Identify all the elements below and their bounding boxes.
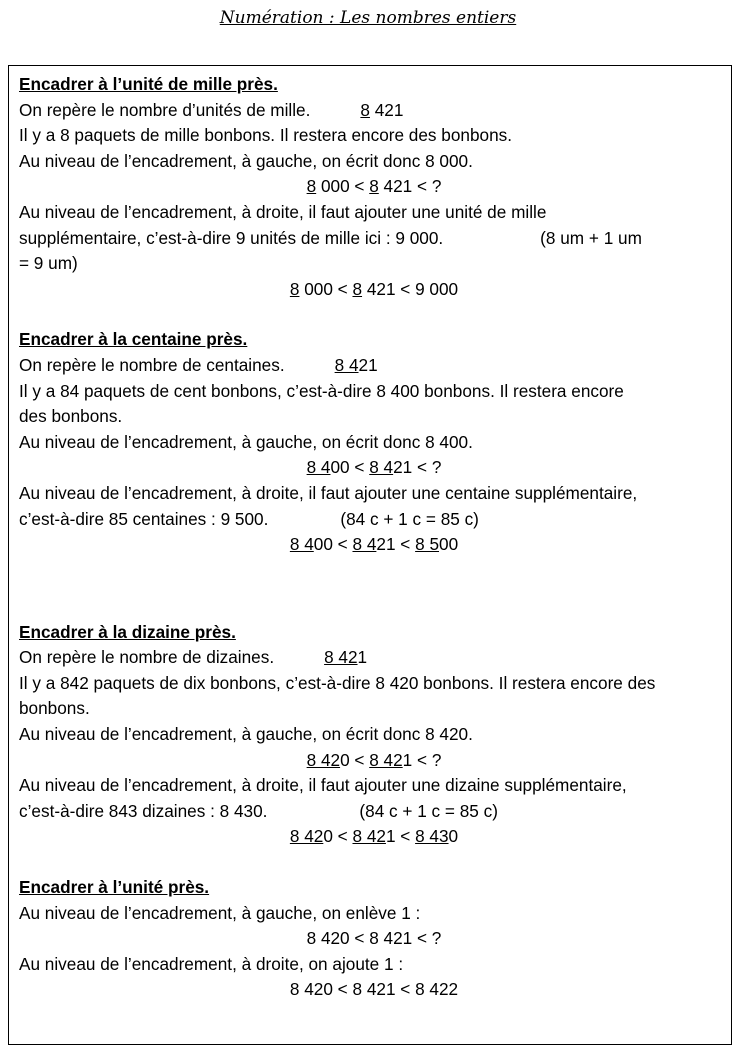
mille-line5: supplémentaire, c’est-à-dire 9 unités de mille ici : 9 000. (8 um + 1 um	[19, 227, 642, 248]
centaine-line3: des bonbons.	[19, 406, 123, 427]
dizaine-number-underlined: 8 42	[324, 647, 358, 668]
centaine-line1: On repère le nombre de centaines. 8 421	[19, 354, 378, 375]
section-heading-unite: Encadrer à l’unité près.	[19, 877, 210, 898]
content	[19, 72, 729, 1003]
dizaine-inequality-2: 8 420 < 8 421 < 8 430	[289, 826, 459, 847]
dizaine-line4: Au niveau de l’encadrement, à gauche, on écrit donc 8 420.	[19, 724, 473, 745]
mille-line2: Il y a 8 paquets de mille bonbons. Il restera encore des bonbons.	[19, 125, 513, 146]
dizaine-line2: Il y a 842 paquets de dix bonbons, c’est-à-dire 8 420 bonbons. Il restera encore des	[19, 672, 656, 693]
section-heading-dizaine: Encadrer à la dizaine près.	[19, 621, 236, 642]
centaine-line4: Au niveau de l’encadrement, à gauche, on écrit donc 8 400.	[19, 431, 473, 452]
centaine-line2: Il y a 84 paquets de cent bonbons, c’est-à-dire 8 400 bonbons. Il restera encore	[19, 380, 624, 401]
centaine-line6: c’est-à-dire 85 centaines : 9 500. (84 c + 1 c = 85 c)	[19, 508, 479, 529]
mille-inequality-1: 8 000 < 8 421 < ?	[306, 176, 442, 197]
dizaine-inequality-1: 8 420 < 8 421 < ?	[306, 749, 442, 770]
mille-line6: = 9 um)	[19, 253, 78, 274]
mille-inequality-2: 8 000 < 8 421 < 9 000	[289, 278, 459, 299]
mille-line4: Au niveau de l’encadrement, à droite, il faut ajouter une unité de mille	[19, 201, 547, 222]
mille-number-underlined: 8	[360, 99, 370, 120]
dizaine-line6: c’est-à-dire 843 dizaines : 8 430. (84 c + 1 c = 85 c)	[19, 800, 498, 821]
centaine-inequality-1: 8 400 < 8 421 < ?	[306, 457, 442, 478]
centaine-line5: Au niveau de l’encadrement, à droite, il faut ajouter une centaine supplémentaire,	[19, 482, 638, 503]
unite-inequality-2: 8 420 < 8 421 < 8 422	[289, 979, 459, 1000]
section-heading-mille: Encadrer à l’unité de mille près.	[19, 74, 278, 94]
page-title: Numération : Les nombres entiers	[219, 8, 517, 28]
unite-line2: Au niveau de l’encadrement, à droite, on ajoute 1 :	[19, 953, 404, 974]
dizaine-line3: bonbons.	[19, 698, 90, 719]
centaine-number-underlined: 8 4	[334, 354, 359, 375]
centaine-inequality-2: 8 400 < 8 421 < 8 500	[289, 534, 459, 555]
section-heading-centaine: Encadrer à la centaine près.	[19, 329, 248, 350]
dizaine-line1: On repère le nombre de dizaines. 8 421	[19, 647, 368, 668]
unite-line1: Au niveau de l’encadrement, à gauche, on enlève 1 :	[19, 902, 421, 923]
mille-line3: Au niveau de l’encadrement, à gauche, on écrit donc 8 000.	[19, 150, 473, 171]
mille-line1: On repère le nombre d’unités de mille. 8 421	[19, 99, 404, 120]
unite-inequality-1: 8 420 < 8 421 < ?	[306, 928, 442, 949]
dizaine-line5: Au niveau de l’encadrement, à droite, il faut ajouter une dizaine supplémentaire,	[19, 775, 627, 796]
